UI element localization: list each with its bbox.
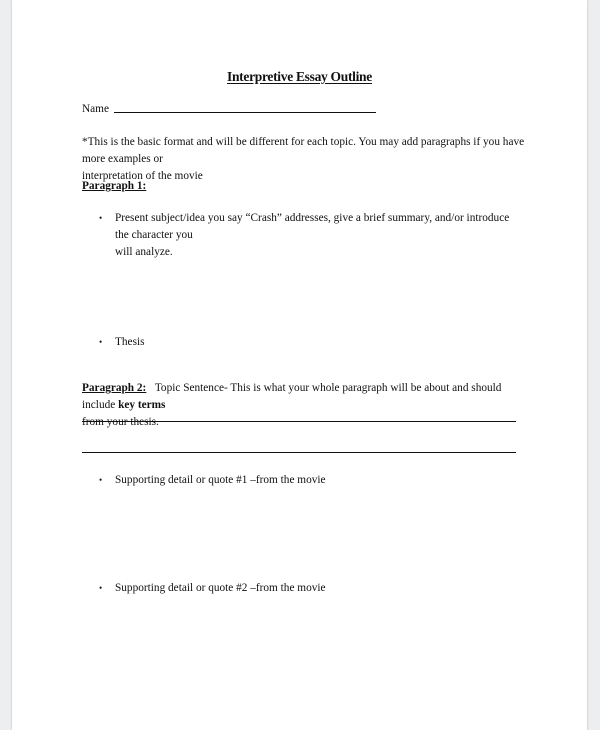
paragraph-1-bullet-1 bbox=[115, 210, 525, 261]
document-page bbox=[12, 0, 587, 730]
bullet-1-line-2: will analyze. bbox=[115, 246, 173, 258]
topic-sentence-text: Topic Sentence- This is what your whole paragraph will be about and should include bbox=[82, 382, 502, 411]
note-line-1: *This is the basic format and will be different for each topic. You may add paragraphs if you have more examples or bbox=[82, 136, 525, 165]
name-blank-line[interactable] bbox=[114, 112, 376, 113]
supporting-detail-1: Supporting detail or quote #1 –from the movie bbox=[115, 474, 326, 486]
page-title: Interpretive Essay Outline bbox=[227, 69, 372, 84]
bullet-icon: • bbox=[99, 213, 103, 223]
topic-sentence-line-2: from your thesis. bbox=[82, 416, 159, 428]
supporting-detail-2: Supporting detail or quote #2 –from the movie bbox=[115, 582, 326, 594]
name-field-row bbox=[82, 103, 376, 115]
name-label: Name bbox=[82, 103, 109, 115]
bullet-icon: • bbox=[99, 583, 103, 593]
bullet-icon: • bbox=[99, 475, 103, 485]
paragraph-2-heading: Paragraph 2: bbox=[82, 382, 147, 394]
answer-line-2[interactable] bbox=[82, 452, 516, 453]
paragraph-1-thesis: Thesis bbox=[115, 336, 145, 348]
note-line-2: interpretation of the movie bbox=[82, 170, 203, 182]
instructions-note bbox=[82, 134, 532, 185]
paragraph-2-intro bbox=[82, 380, 532, 431]
key-terms-text: key terms bbox=[118, 399, 166, 411]
bullet-1-line-1: Present subject/idea you say “Crash” addresses, give a brief summary, and/or introduce the character you bbox=[115, 212, 510, 241]
paragraph-1-heading: Paragraph 1: bbox=[82, 180, 147, 192]
bullet-icon: • bbox=[99, 337, 103, 347]
answer-line-1[interactable] bbox=[82, 421, 516, 422]
